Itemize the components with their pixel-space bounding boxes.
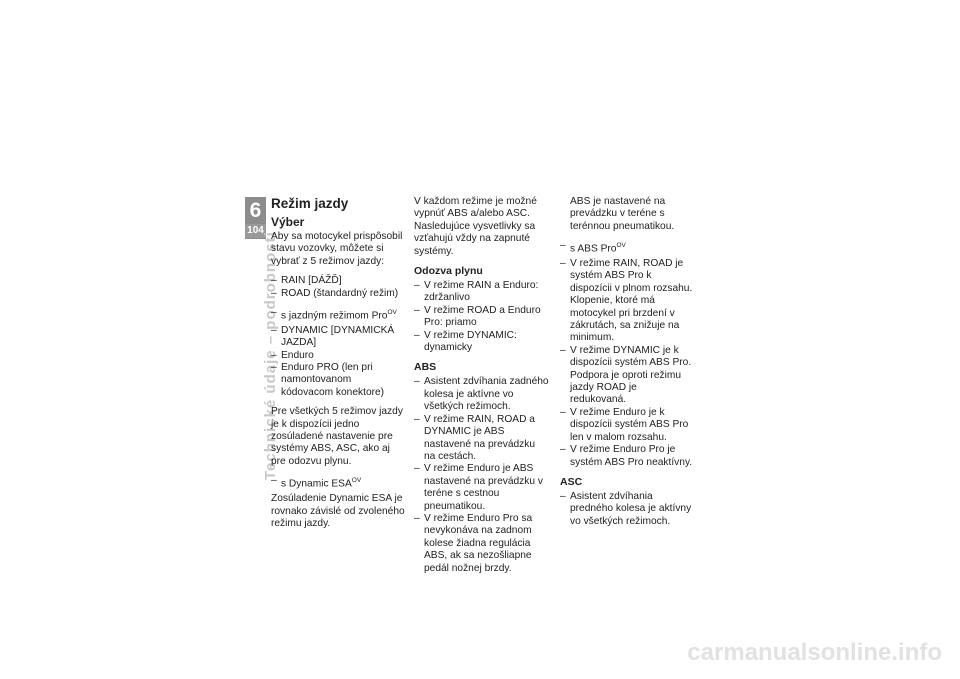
paragraph: Pre všetkých 5 režimov jazdy je k dispozícii jedno zosúladené nastavenie pre systémy ABS, ASC, ako aj pre odozvu plynu. xyxy=(271,406,403,467)
option-superscript: OV xyxy=(616,242,626,250)
column-2 xyxy=(414,196,549,582)
condition-abs-pro xyxy=(560,240,695,256)
page-number: 104 xyxy=(245,224,266,238)
column-3 xyxy=(560,196,695,535)
condition-pro xyxy=(271,307,406,323)
chapter-title-vertical: Technické údaje – podrobnosti xyxy=(262,231,279,480)
option-superscript: OV xyxy=(351,477,362,485)
list-item: – Asistent zdvíhania zadného kolesa je aktívne vo všetkých režimoch. xyxy=(414,376,549,413)
list-item: – V režime ROAD a Enduro Pro: priamo xyxy=(414,305,549,330)
pro-mode-list xyxy=(271,325,406,399)
abs-pro-list xyxy=(560,258,695,469)
list-item: – V režime DYNAMIC je k dispozícii systém ABS Pro. Podpora je oproti režimu jazdy ROAD je redukovaná. xyxy=(560,345,695,407)
condition-item: – s Dynamic $ESA^{OV}$ xyxy=(271,475,406,491)
condition-item: – s jazdným režimom Pro$^{OV}$ xyxy=(271,307,406,323)
throttle-list xyxy=(414,280,549,354)
intro-paragraph: Aby sa motocykel prispôsobil stavu vozovky, môžete si vybrať z 5 režimov jazdy: xyxy=(271,231,403,267)
list-item: – ROAD (štandardný režim) xyxy=(271,288,406,300)
list-item: – V režime Enduro Pro sa nevykonáva na zadnom kolese žiadna regulácia ABS, ak sa nezošliapne pedál nožnej brzdy. xyxy=(414,513,549,575)
abs-heading: ABS xyxy=(414,361,437,374)
list-item: – Asistent zdvíhania predného kolesa je aktívny vo všetkých režimoch. xyxy=(560,491,695,528)
section-title: Režim jazdy xyxy=(271,196,349,211)
condition-esa xyxy=(271,475,406,491)
list-item: – V režime Enduro je k dispozícii systém ABS Pro len v malom rozsahu. xyxy=(560,407,695,444)
intro-paragraph: V každom režime je možné vypnúť ABS a/alebo ASC. Nasledujúce vysvetlivky sa vzťahujú vždy na zapnuté systémy. xyxy=(414,196,537,257)
condition-item: – s ABS Pro$^{OV}$ xyxy=(560,240,695,256)
section-subtitle: Výber xyxy=(271,215,305,229)
asc-list xyxy=(560,491,695,528)
list-item: – V režime RAIN, ROAD je systém ABS Pro k dispozícii v plnom rozsahu. Klopenie, ktoré má motocykel pri brzdení v zákrutách, sa znižuje na minimum. xyxy=(560,258,695,345)
column-1 xyxy=(271,196,406,537)
list-item: – Enduro xyxy=(271,350,406,362)
list-item: – V režime Enduro Pro je systém ABS Pro neaktívny. xyxy=(560,444,695,469)
list-item: – V režime RAIN, ROAD a DYNAMIC je ABS nastavené na prevádzku na cestách. xyxy=(414,414,549,464)
list-item: – V režime RAIN a Enduro: zdržanlivo xyxy=(414,280,549,305)
list-item: – V režime Enduro je ABS nastavené na prevádzku v teréne s cestnou pneumatikou. xyxy=(414,463,549,513)
list-item: – V režime DYNAMIC: dynamicky xyxy=(414,330,549,355)
continued-text: ABS je nastavené na prevádzku v teréne s terénnou pneumatikou. xyxy=(570,196,675,232)
abs-list xyxy=(414,376,549,575)
watermark: carmanualsonline.info xyxy=(687,639,942,666)
asc-heading: ASC xyxy=(560,475,583,488)
list-item: – Enduro PRO (len pri namontovanom kódovacom konektore) xyxy=(271,362,406,399)
option-superscript: OV xyxy=(387,309,397,317)
list-item: – DYNAMIC [DYNAMICKÁ JAZDA] xyxy=(271,325,406,350)
chapter-number: 6 xyxy=(249,199,262,222)
throttle-heading: Odozva plynu xyxy=(414,265,483,278)
mode-list xyxy=(271,275,406,300)
list-item: – RAIN [DÁŽĎ] xyxy=(271,275,406,287)
paragraph: Zosúladenie Dynamic ESA je rovnako závislé od zvoleného režimu jazdy. xyxy=(271,493,405,529)
